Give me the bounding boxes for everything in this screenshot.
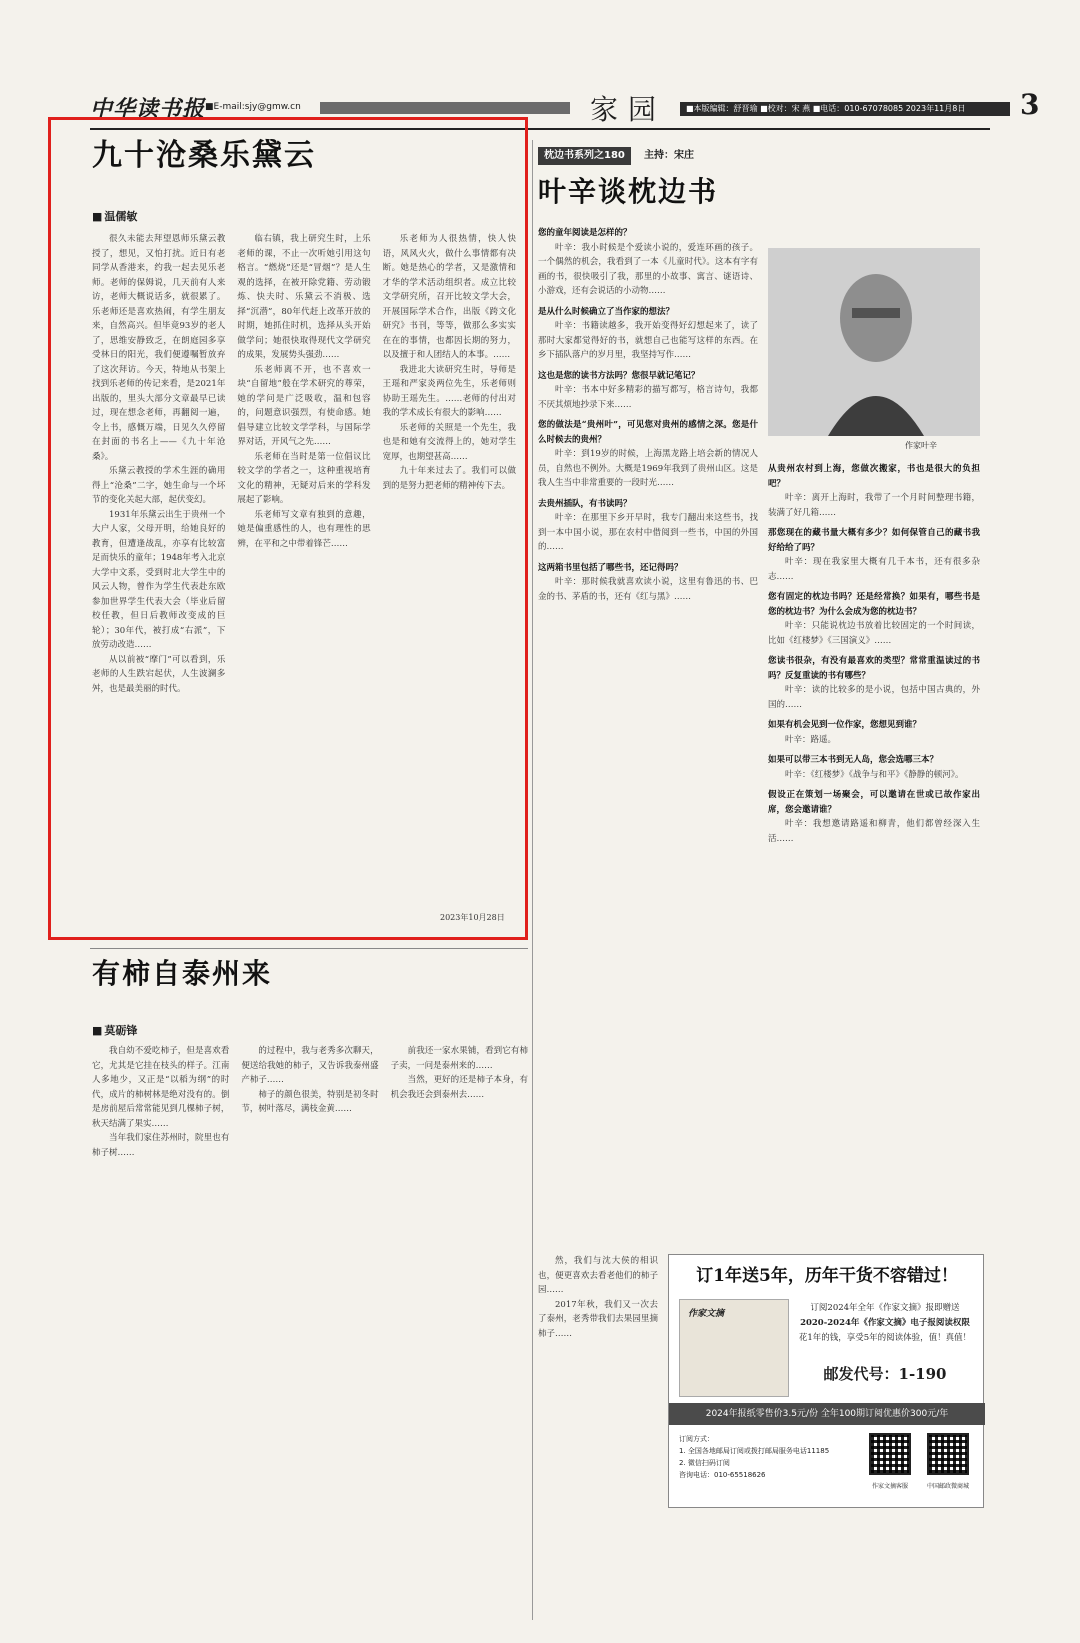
question: 去贵州插队，有书读吗？ — [538, 498, 632, 509]
article2-column-1 — [92, 1044, 229, 1624]
question: 是从什么时候确立了当作家的想法？ — [538, 306, 675, 317]
paragraph: 的过程中，我与老秀多次聊天，便送给我她的柿子，又告诉我泰州盛产柿子…… — [241, 1046, 379, 1085]
ad-price-band: 2024年报纸零售价3.5元/份 全年100期订阅优惠价300元/年 — [669, 1403, 985, 1425]
article1-date: 2023年10月28日 — [440, 913, 505, 922]
postal-code: 邮发代号：1-190 — [823, 1365, 947, 1383]
question: 假设正在策划一场聚会，可以邀请在世或已故作家出席，您会邀请谁？ — [768, 790, 980, 815]
photo-caption: 作家叶辛 — [905, 441, 937, 450]
article1-title: 九十沧桑乐黛云 — [92, 138, 316, 173]
paragraph: 然，我们与沈大侯的相识也，便更喜欢去看老他们的柿子园…… — [538, 1256, 658, 1295]
paragraph: 我自幼不爱吃柿子，但是喜欢看它，尤其是它挂在枝头的样子。江南人多地少，又正是“以稻为纲”的时代，成片的柿树林是绝对没有的。倒是房前屋后常常能见到几棵柿子树，秋天结满了果实…… — [92, 1046, 230, 1129]
subscription-ad[interactable] — [668, 1254, 984, 1508]
answer: 叶辛：书本中好多精彩的描写都写，格言诗句，我都不厌其烦地抄录下来…… — [538, 385, 758, 410]
answer: 叶辛：只能说枕边书放着比较固定的一个时间读，比如《红楼梦》《三国演义》…… — [768, 621, 980, 646]
ad-offer — [795, 1301, 975, 1346]
question: 您读书很杂，有没有最喜欢的类型？常常重温读过的书吗？反复重读的书有哪些？ — [768, 656, 980, 681]
contact-line: 订阅方式： — [679, 1435, 714, 1443]
paragraph: 乐老师离不开，也不喜欢一块“自留地”般在学术研究的尊荣，她的学问是广泛吸收，温和包容的，问题意识强烈，有使命感。她倡导建立比较文学学科，与国际学界对话，开风气之先…… — [237, 364, 371, 447]
paragraph: 九十年来过去了。我们可以做到的是努力把老师的精神传下去。 — [382, 466, 516, 491]
paragraph: 柿子的颜色很美，特别是初冬时节，树叶落尽，满枝金黄…… — [241, 1089, 379, 1114]
qr-caption: 作家文摘客服 — [871, 1483, 908, 1490]
contact-line: 2. 微信扫码订阅 — [679, 1459, 730, 1467]
answer: 叶辛：路遥。 — [785, 734, 837, 745]
answer: 叶辛：书籍读越多，我开始变得好幻想起来了，读了那时大家都觉得好的书，就想自己也能写这样的东西。在乡下插队落户的岁月里，我坚持写作…… — [538, 321, 758, 360]
qr-caption: 中国邮政微商城 — [926, 1483, 969, 1490]
magazine-title: 作家文摘 — [688, 1309, 725, 1319]
masthead-bar-left — [320, 102, 570, 114]
paragraph: 乐老师在当时是第一位倡议比较文学的学者之一，这种重视培育文化的精神，无疑对后来的学科发展起了影响。 — [237, 451, 371, 505]
question: 那您现在的藏书量大概有多少？如何保管自己的藏书我好给给了吗？ — [768, 528, 980, 553]
paragraph: 乐老师的关照是一个先生，我也是和她有交流得上的，她对学生宽厚，也期望甚高…… — [382, 422, 516, 462]
paragraph: 1931年乐黛云出生于贵州一个大户人家，父母开明，给她良好的教育，但遭逢战乱，亦享有比较富足而快乐的童年；1948年考入北京大学中文系，受到时北大学生中的风云人物，曾作为学生代表赴东欧参加世界学生代表大会（毕业后留校任教，但日后教师改变成的巨轮）；30年代，被打成“右派”，下放劳动改造…… — [92, 509, 226, 650]
interview-title: 叶辛谈枕边书 — [538, 175, 719, 208]
answer: 叶辛：现在我家里大概有几千本书，还有很多杂志…… — [768, 557, 980, 582]
answer: 叶辛：到19岁的时候，上海黑龙路上培会新的情况人员，自然也不例外。大概是1969年我到了贵州山区。这是我人生当中非常重要的一段时光…… — [538, 449, 758, 488]
section-rule — [90, 948, 528, 949]
article1-byline: ■ 温儒敏 — [92, 208, 137, 224]
paragraph: 乐黛云教授的学术生涯的确用得上“沧桑”二字，她生命与一个坏节的变化关起大部，起伏变幻。 — [92, 466, 226, 505]
article2-body — [92, 1044, 528, 1624]
qr-code-icon[interactable] — [869, 1433, 911, 1475]
page-number: 3 — [1020, 88, 1040, 121]
contact-line: 1. 全国各地邮局订阅或拨打邮局服务电话11185 — [679, 1447, 830, 1455]
question: 这两箱书里包括了哪些书，还记得吗？ — [538, 562, 683, 573]
ad-headline: 订1年送5年，历年干货不容错过！ — [696, 1266, 958, 1286]
masthead-email: ■E-mail:sjy@gmw.cn — [205, 102, 301, 112]
answer: 叶辛：读的比较多的是小说，包括中国古典的，外国的…… — [768, 685, 980, 710]
question: 如果有机会见到一位作家，您想见到谁？ — [768, 720, 922, 730]
question: 如果可以带三本书到无人岛，您会选哪三本？ — [768, 755, 939, 765]
interview-column-2 — [768, 456, 980, 1246]
series-tag: 枕边书系列之180 — [538, 147, 631, 165]
article2-title: 有柿自泰州来 — [92, 957, 273, 990]
newspaper-logo: 中华读书报 — [90, 96, 206, 122]
paragraph: 前我还一家水果铺，看到它有柿子卖，一问是泰州来的…… — [390, 1046, 528, 1071]
ad-line: 2020-2024年《作家文摘》电子报阅读权限 — [800, 1318, 970, 1328]
article2-byline: ■ 莫砺锋 — [92, 1022, 137, 1038]
qr-code-icon[interactable] — [927, 1433, 969, 1475]
question: 您的童年阅读是怎样的？ — [538, 228, 632, 238]
paragraph: 当年我们家住苏州时，院里也有柿子树…… — [92, 1133, 230, 1158]
article2-column-4 — [538, 1254, 658, 1624]
masthead-credits: ■本版编辑：舒晋瑜 ■校对：宋 燕 ■电话：010-67078085 2023年11月8日 — [680, 102, 1010, 116]
answer: 叶辛：离开上海时，我带了一个月时间整理书籍，装满了好几箱…… — [768, 493, 980, 518]
paragraph: 2017年秋，我们又一次去了泰州，老秀带我们去果园里摘柿子…… — [538, 1299, 658, 1339]
question: 您有固定的枕边书吗？还是经常换？如果有，哪些书是您的枕边书？为什么会成为您的枕边书？ — [768, 592, 980, 617]
contact-line: 咨询电话：010-65518626 — [679, 1471, 766, 1479]
column-divider — [532, 140, 533, 1620]
paragraph: 很久未能去拜望恩师乐黛云教授了，想见，又怕打扰。近日有老同学从香港来，约我一起去见乐老师。老师的保姆说，几天前有人来访，老师大概说话多，就很累了。乐老师还是喜欢热闹，有学生朋友来，自然高兴。但毕竟93岁的老人了，思维安静致乏，在朗庭园多享受林日的阳光，我们便遵嘱暂放弃了这次拜访。今天，特地从书架上找到乐老师的传记来看，是2021年出版的，里头大部分文章最早已读过，现在想念老师，再翻阅一遍，令上书，感慨万端，日见久久停留在封面的书名上——《九十年沧桑》。 — [92, 234, 226, 462]
question: 这也是您的读书方法吗？您很早就记笔记？ — [538, 370, 700, 381]
paragraph: 乐老师为人很热情，快人快语，风风火火，做什么事情都有决断。她是热心的学者，又是激情和才华的学术活动组织者。成立比较文学研究所，召开比较文学大会，开展国际学术合作，出版《跨文化研究》书刊，等等，做那么多实实在在的事情，也都因长期的努力，以及擅于和人团结人的本事。…… — [382, 234, 516, 360]
interview-column-1 — [538, 220, 758, 1240]
paragraph: 当然，更好的还是柿子本身，有机会我还会到泰州去…… — [390, 1075, 528, 1100]
article2-column-2 — [241, 1044, 378, 1624]
paragraph: 临右镇，我上研究生时，上乐老师的课，不止一次听她引用这句格言。“燃烧”还是“冒烟”？是人生观的选择，在被开除党籍、劳动锻炼、快夫时、乐黛云不消极、选择“沉潜”，80年代赶上改革开放的时期，她抓住时机，选择从头开始做学问；她很快取得现代文学研究的成果，发展势头强劲…… — [237, 234, 371, 360]
answer: 叶辛：《红楼梦》《战争与和平》《静静的顿河》。 — [785, 769, 964, 780]
section-name: 家园 — [590, 93, 667, 126]
highlight-box — [48, 117, 528, 940]
ad-line: 花1年的钱，享受5年的阅读体验，值！真值！ — [798, 1333, 972, 1343]
question: 从贵州农村到上海，您做次搬家，书也是很大的负担吧？ — [768, 464, 980, 489]
magazine-cover — [679, 1299, 789, 1397]
answer: 叶辛：在那里下乡开早时，我专门翻出来这些书，找到一本中国小说，那在农村中借阅到一些书，中国的外国的…… — [538, 513, 758, 552]
paragraph: 我进北大读研究生时，导师是王瑶和严家炎两位先生，乐老师则协助王瑶先生。……老师的付出对我的学术成长有很大的影响…… — [382, 364, 516, 418]
author-photo — [768, 248, 980, 436]
series-host: 主持：宋庄 — [644, 150, 694, 161]
answer: 叶辛：我小时候是个爱读小说的，爱连环画的孩子。一个偶然的机会，我看到了一本《儿童时代》。这本有字有画的书，很快吸引了我，那里的小故事、寓言、谜语诗、小游戏，还有会说话的小动物…… — [538, 242, 758, 296]
portrait-icon — [768, 248, 980, 436]
answer: 叶辛：那时候我就喜欢读小说，这里有鲁迅的书、巴金的书、茅盾的书，还有《红与黑》…… — [538, 577, 758, 602]
answer: 叶辛：我想邀请路遥和柳青，他们都曾经深入生活…… — [768, 819, 980, 844]
paragraph: 乐老师写文章有独到的意趣，她是偏重感性的人，也有理性的思辨，在平和之中带着锋芒…… — [237, 509, 371, 549]
ad-line: 订阅2024年全年《作家文摘》报即赠送 — [810, 1303, 960, 1313]
paragraph: 从以前被“摩门”可以看到，乐老师的人生跌宕起伏，人生波澜多舛，也是最美丽的时代。 — [92, 654, 226, 694]
question: 您的做法是“贵州叶”，可见您对贵州的感情之深。您是什么时候去的贵州？ — [538, 420, 758, 445]
ad-contact — [679, 1433, 859, 1481]
article2-column-3 — [391, 1044, 528, 1624]
